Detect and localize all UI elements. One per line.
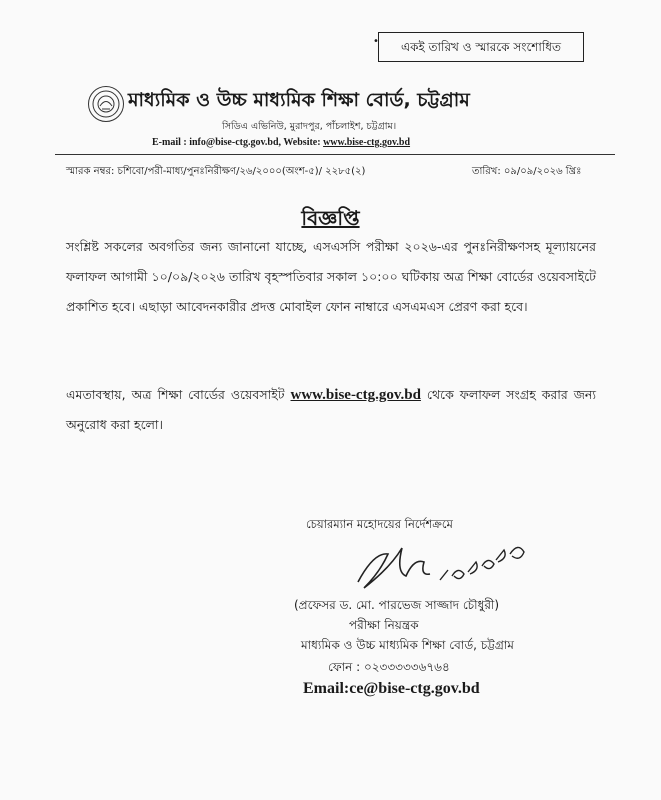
handwritten-signature (344, 532, 534, 596)
memo-number: স্মারক নম্বর: চশিবো/পরী-মাধ্য/পুনঃনিরীক্ষণ/২৬/২০০০(অংশ-৫)/ ২২৮৫(২) (66, 166, 366, 177)
board-contact (152, 137, 410, 148)
signatory-phone: ফোন : ০২৩৩৩৩৩৬৭৬৪ (328, 660, 450, 674)
board-website-link[interactable]: www.bise-ctg.gov.bd (323, 137, 411, 148)
notice-paragraph-1: সংশ্লিষ্ট সকলের অবগতির জন্য জানানো যাচ্ছে, এসএসসি পরীক্ষা ২০২৬-এর পুনঃনিরীক্ষণসহ মূল্যায়নের ফলাফল আগামী ১০/০৯/২০২৬ তারিখ বৃহস্পতিবার সকাল ১০:০০ ঘটিকায় অত্র শিক্ষা বোর্ডের ওয়েবসাইটে প্রকাশিত হবে। এছাড়া আবেদনকারীর প্রদত্ত মোবাইল ফোন নাম্বারে এসএমএস প্রেরণ করা হবে। (66, 239, 596, 314)
correction-stamp: একই তারিখ ও স্মারকে সংশোধিত (378, 32, 584, 62)
notice-heading-text: বিজ্ঞপ্তি (301, 206, 360, 230)
board-email: E-mail : info@bise-ctg.gov.bd, (152, 137, 282, 148)
memo-date: তারিখ: ০৯/০৯/২০২৬ খ্রিঃ (472, 166, 582, 177)
signatory-board: মাধ্যমিক ও উচ্চ মাধ্যমিক শিক্ষা বোর্ড, চট্টগ্রাম (301, 638, 514, 652)
paragraph-2-text-before: এমতাবস্থায়, অত্র শিক্ষা বোর্ডের ওয়েবসাইট (66, 387, 285, 402)
website-label: Website: (283, 137, 321, 148)
board-title: মাধ্যমিক ও উচ্চ মাধ্যমিক শিক্ষা বোর্ড, চট্টগ্রাম (128, 89, 470, 111)
board-seal-icon (88, 86, 124, 122)
notice-paragraph-2 (66, 380, 596, 440)
stamp-dot: • (373, 36, 379, 47)
letterhead-divider (55, 154, 615, 155)
signatory-designation: পরীক্ষা নিয়ন্ত্রক (349, 618, 419, 632)
on-behalf-line: চেয়ারম্যান মহোদয়ের নির্দেশক্রমে (306, 517, 453, 531)
signatory-name: (প্রফেসর ড. মো. পারভেজ সাজ্জাদ চৌধুরী) (294, 598, 500, 612)
paragraph-2-text-after: থেকে ফলাফল সংগ্রহ করার জন্য অনুরোধ করা হলো। (66, 387, 597, 432)
board-address: সিডিএ এভিনিউ, মুরাদপুর, পাঁচলাইশ, চট্টগ্রাম। (222, 121, 397, 132)
signatory-email: Email:ce@bise-ctg.gov.bd (303, 680, 480, 697)
results-website-link[interactable]: www.bise-ctg.gov.bd (290, 387, 421, 403)
